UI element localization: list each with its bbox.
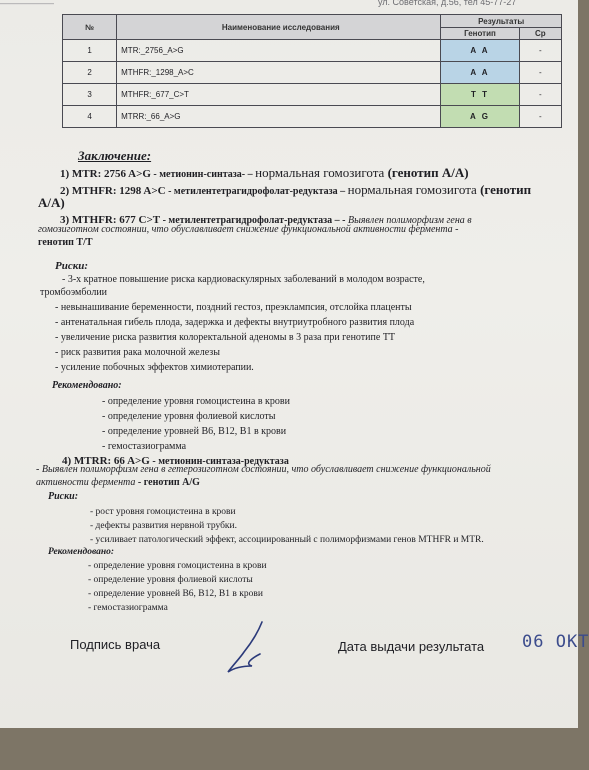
table-header-row — [63, 15, 562, 28]
mthfr677-enzyme: - метилентетрагидрофолат-редуктаза – - — [160, 215, 348, 226]
mthfr677-finding-cont: гомозиготном состоянии, что обуславливает снижение функциональной активности фермента - — [38, 224, 459, 235]
row-num: 3 — [63, 84, 117, 106]
recommended-title: Рекомендовано: — [52, 380, 122, 391]
recommended-title: Рекомендовано: — [48, 547, 115, 557]
doctor-signature-label: Подпись врача — [70, 637, 161, 652]
mtrr-enzyme: - метионин-синтаза-редуктаза — [149, 456, 289, 467]
list-item: - определение уровня гомоцистеина в крови — [102, 396, 290, 407]
list-item: - усиление побочных эффектов химиотерапии. — [55, 362, 254, 373]
signature-icon — [222, 618, 274, 676]
header-num: № — [63, 15, 117, 40]
date-label: Дата выдачи результата — [338, 639, 485, 654]
list-item: - определение уровня гомоцистеина в крови — [88, 561, 267, 571]
mthfr1298-label: 2) MTHFR: 1298 A>C — [60, 185, 166, 197]
list-item: - определение уровней В6, В12, В1 в крови — [88, 589, 263, 599]
date-stamp: 06 ОКТ — [522, 632, 589, 652]
mthfr677-finding: Выявлен полиморфизм гена в — [347, 215, 472, 226]
row-num: 4 — [63, 106, 117, 128]
row-cp: - — [519, 40, 561, 62]
list-item: - невынашивание беременности, поздний гестоз, преэклампсия, отслойка плаценты — [55, 302, 412, 313]
header-name: Наименование исследования — [117, 15, 441, 40]
table-row — [63, 84, 562, 106]
list-item: - риск развития рака молочной железы — [55, 347, 220, 358]
mtrr-genotype: - генотип A/G — [137, 477, 200, 488]
mtrr-activity: активности фермента — [36, 477, 138, 488]
conclusion-line-2 — [60, 182, 531, 198]
mtr-genotype: (генотип А/А) — [387, 165, 469, 180]
mtr-label: 1) MTR: 2756 A>G — [60, 168, 151, 180]
mthfr677-genotype: генотип Т/Т — [38, 237, 93, 248]
table-row — [63, 106, 562, 128]
row-genotype: A A — [441, 62, 519, 84]
row-num: 2 — [63, 62, 117, 84]
row-name: MTHFR:_1298_A>C — [117, 62, 441, 84]
risks-title: Риски: — [55, 260, 89, 272]
risks-title: Риски: — [48, 491, 79, 502]
header-genotype: Генотип — [441, 28, 519, 40]
header-address: ул. Советская, д.56, тел 45-77-27 — [378, 0, 517, 7]
list-item: - 3-х кратное повышение риска кардиоваскулярных заболеваний в молодом возрасте, — [62, 274, 425, 285]
list-item: - усиливает патологический эффект, ассоциированный с полиморфизмами генов MTHFR и MTR. — [90, 535, 484, 545]
row-name: MTRR:_66_A>G — [117, 106, 441, 128]
list-item: - дефекты развития нервной трубки. — [90, 521, 237, 531]
mthfr1298-genotype: (генотип — [480, 182, 532, 197]
row-cp: - — [519, 84, 561, 106]
header-results: Результаты — [441, 15, 562, 28]
row-cp: - — [519, 106, 561, 128]
row-genotype: A G — [441, 106, 519, 128]
row-genotype: T T — [441, 84, 519, 106]
mtrr-finding-cont — [36, 478, 200, 488]
header-left-fragment: —————— — [0, 0, 54, 8]
mthfr1298-genotype-cont: A/A) — [38, 195, 65, 210]
list-item: - увеличение риска развития колоректальной аденомы в 3 раза при генотипе ТТ — [55, 332, 396, 343]
mtr-result: нормальная гомозигота — [255, 165, 388, 180]
list-item: тромбоэмболии — [40, 287, 108, 298]
list-item: - определение уровней В6, В12, В1 в крови — [102, 426, 287, 437]
row-cp: - — [519, 62, 561, 84]
row-name: MTHFR:_677_C>T — [117, 84, 441, 106]
row-num: 1 — [63, 40, 117, 62]
list-item: - гемостазиограмма — [102, 441, 187, 452]
row-genotype: A A — [441, 40, 519, 62]
conclusion-line-1 — [60, 165, 469, 181]
row-name: MTR:_2756_A>G — [117, 40, 441, 62]
mtr-enzyme: - метионин-синтаза- – — [150, 169, 256, 180]
table-row — [63, 62, 562, 84]
list-item: - рост уровня гомоцистеина в крови — [90, 507, 236, 517]
results-table — [62, 14, 562, 128]
mtrr-finding: - Выявлен полиморфизм гена в гетерозиготном состоянии, что обуславливает снижение функциональной — [36, 464, 491, 475]
table-row — [63, 40, 562, 62]
mthfr1298-result: нормальная гомозигота — [347, 182, 481, 197]
mtrr-label: 4) MTRR: 66 A>G — [62, 455, 150, 467]
header-cp: Ср — [519, 28, 561, 40]
list-item: - антенатальная гибель плода, задержка и дефекты внутриутробного развития плода — [55, 317, 415, 328]
list-item: - определение уровня фолиевой кислоты — [102, 411, 276, 422]
list-item: - гемостазиограмма — [88, 603, 168, 613]
conclusion-title: Заключение: — [78, 148, 152, 163]
list-item: - определение уровня фолиевой кислоты — [88, 575, 253, 585]
mthfr677-label: 3) MTHFR: 677 C>T — [60, 214, 161, 226]
mthfr1298-enzyme: - метилентетрагидрофолат-редуктаза – — [165, 186, 348, 197]
